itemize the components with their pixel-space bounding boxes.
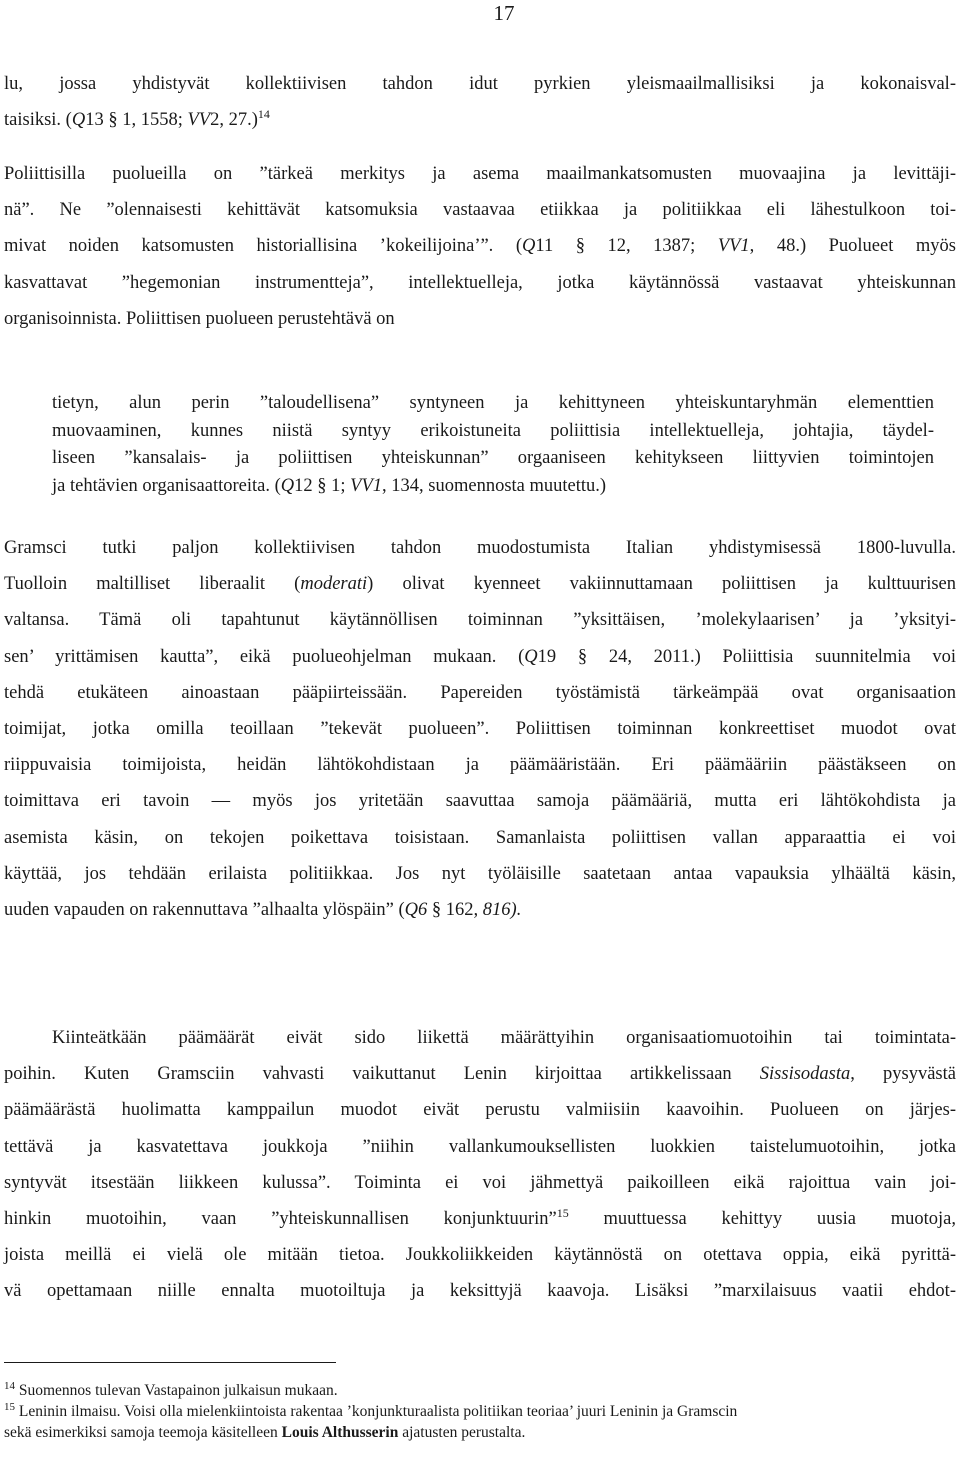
text-line: kasvattavat ”hegemonian instrumentteja”, intellektuelleja, jotka käytännössä vastaavat yhteiskunnan (4, 272, 956, 293)
text-line: Tuolloin maltilliset liberaalit (moderati) olivat kyenneet vakiinnuttamaan poliittisen ja kulttuurisen (4, 574, 956, 595)
text-line: toimittava eri tavoin — myös jos yritetään saavuttaa samoja päämääriä, mutta eri lähtökohdista ja (4, 791, 956, 812)
footnote-14: $^{14}$ Suomennos tulevan Vastapainon julkaisun mukaan. (4, 1379, 338, 1399)
quote-line: liseen ”kansalais- ja poliittisen yhteiskunnan” orgaaniseen kehitykseen liittyvien toimintojen (52, 448, 934, 468)
paragraph-parties (4, 156, 956, 337)
paragraph-gramsci (4, 530, 956, 928)
text-line: poihin. Kuten Gramsciin vahvasti vaikuttanut Lenin kirjoittaa artikkelissaan Sissisodasta, pysyvästä (4, 1064, 956, 1085)
text-line: Poliittisilla puolueilla on ”tärkeä merkitys ja asema maailmankatsomusten muovaajina ja levittäji- (4, 164, 956, 184)
footnote-ref-14: 14 (257, 107, 270, 122)
text-line: tettävä ja kasvatettava joukkoja ”niihin vallankumouksellisten luokkien taistelumuotoihin, jotka (4, 1136, 956, 1157)
block-quote (52, 390, 934, 500)
text-line: valtansa. Tämä oli tapahtunut käytännöllisen toiminnan ”yksittäisen, ’molekylaarisen’ ja ’yksityi- (4, 610, 956, 631)
text-line: riippuvaisia toimijoista, heidän lähtökohdistaan ja päämääristään. Eri päämääriin päästäkseen on (4, 755, 956, 776)
text-line: Gramsci tutki paljon kollektiivisen tahdon muodostumista Italian yhdistymisessä 1800-luvulla. (4, 538, 956, 558)
text-line: päämäärästä huolimatta kamppailun muodot eivät perustu valmiisiin kaavoihin. Puolueen on järjes- (4, 1100, 956, 1121)
text-line: taisiksi. (Q13 § 1, 1558; VV2, 27.)$^{14}$ (4, 107, 270, 131)
text-line: käyttää, jos tehdään erilaista politiikkaa. Jos nyt työläisille saatetaan antaa vapauksia ylhäältä käsin, (4, 863, 956, 884)
page-number: 17 (493, 1, 515, 25)
text-line: tehdä etukäteen ainoastaan pääpiirteissään. Papereiden työstämistä tärkeämpää ovat organisaation (4, 682, 956, 703)
text-line: vä opettamaan niille ennalta muotoiltuja ja keksittyjä kaavoja. Lisäksi ”marxilaisuus vaatii ehdot- (4, 1281, 956, 1302)
text-line: sen’ yrittämisen kautta”, eikä puolueohjelman mukaan. (Q19 § 24, 2011.) Poliittisia suunnitelmia voi (4, 646, 956, 667)
text-line: toimijat, jotka omilla teoillaan ”tekevät puolueen”. Poliittisen toiminnan konkreettiset muodot ovat (4, 719, 956, 740)
quote-line: ja tehtävien organisaattoreita. (Q12 § 1; VV1, 134, suomennosta muutettu.) (52, 475, 607, 496)
paragraph-lenin (4, 1020, 956, 1310)
text-line: syntyvät itsestään liikkeen kulussa”. Toiminta ei voi jähmettyä paikoilleen eikä rajoittua vain joi- (4, 1172, 956, 1193)
text-line: Kiinteätkään päämäärät eivät sido liikettä määrättyihin organisaatiomuotoihin tai toimintata- (52, 1028, 956, 1048)
paragraph-continuation (4, 66, 956, 138)
text-line: asemista käsin, on tekojen poikettava toisistaan. Samanlaista poliittisen vallan apparaattia ei voi (4, 827, 956, 848)
quote-line: tietyn, alun perin ”taloudellisena” syntyneen ja kehittyneen yhteiskuntaryhmän elementtien (52, 393, 934, 413)
footnotes (4, 1380, 956, 1443)
text-line: joista meillä ei vielä ole mitään tietoa. Joukkoliikkeiden käytännöstä on otettava oppia, eikä pyrittä- (4, 1245, 956, 1266)
footnote-ref-15: 15 (556, 1205, 569, 1220)
footnote-15: $^{15}$ Leninin ilmaisu. Voisi olla mielenkiintoista rakentaa ’konjunkturaalista politiikan teoriaa’ juuri Leninin ja Gramscin (4, 1400, 738, 1420)
text-line: lu, jossa yhdistyvät kollektiivisen tahdon idut pyrkien yleismaailmallisiksi ja kokonaisval- (4, 74, 956, 94)
text-line: nä”. Ne ”olennaisesti kehittävät katsomuksia vastaavaa etiikkaa ja politiikkaa eli lähestulkoon toi- (4, 200, 956, 221)
text-line: uuden vapauden on rakennuttava ”alhaalta ylöspäin” (Q6 § 162, 816). (4, 900, 522, 921)
quote-line: muovaaminen, kunnes niistä syntyy erikoistuneita poliittisia intellektuelleja, johtajia, täydel- (52, 420, 934, 441)
text-line: organisoinnista. Poliittisen puolueen perustehtävä on (4, 308, 395, 329)
footnote-divider (4, 1362, 336, 1363)
text-line: hinkin muotoihin, vaan ”yhteiskunnallisen konjunktuurin”$^{15}$ muuttuessa kehittyy uusia muotoja, (4, 1205, 956, 1230)
footnote-15-continuation: sekä esimerkiksi samoja teemoja käsitelleen Louis Althusserin ajatusten perustalta. (4, 1424, 526, 1441)
text-line: mivat noiden katsomusten historiallisina ’kokeilijoina’”. (Q11 § 12, 1387; VV1, 48.) Puolueet myös (4, 236, 956, 257)
